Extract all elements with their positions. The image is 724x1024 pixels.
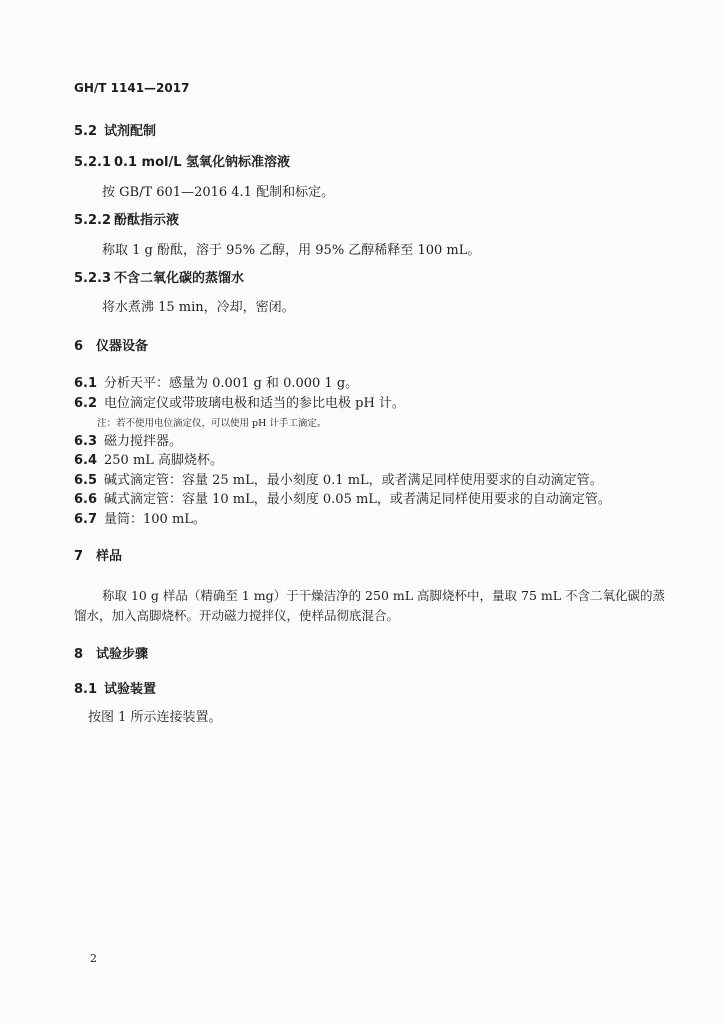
section-number: 7 xyxy=(74,549,84,564)
item-6-2 xyxy=(74,396,405,412)
section-number: 6 xyxy=(74,339,84,354)
section-8-1-text: 按图 1 所示连接装置。 xyxy=(88,710,222,725)
section-number: 8.1 xyxy=(74,682,98,697)
item-number: 6.3 xyxy=(74,434,98,449)
section-number: 8 xyxy=(74,647,84,662)
section-8-1-heading xyxy=(74,682,156,698)
item-text: 量筒：100 mL。 xyxy=(104,512,206,527)
section-title: 仪器设备 xyxy=(96,339,149,354)
item-6-5 xyxy=(74,473,603,489)
section-5-2-2-heading xyxy=(74,213,179,229)
section-number: 5.2 xyxy=(74,124,98,139)
section-5-2-3-text: 将水煮沸 15 min，冷却，密闭。 xyxy=(102,300,295,315)
item-text: 电位滴定仪或带玻璃电极和适当的参比电极 pH 计。 xyxy=(104,396,405,411)
section-title: 不含二氧化碳的蒸馏水 xyxy=(114,271,245,286)
section-title: 酚酞指示液 xyxy=(114,213,180,228)
section-number: 5.2.2 xyxy=(74,213,112,228)
item-6-3 xyxy=(74,434,182,450)
item-number: 6.4 xyxy=(74,453,98,468)
section-5-2-1-text: 按 GB/T 601—2016 4.1 配制和标定。 xyxy=(102,185,335,200)
section-number: 5.2.1 xyxy=(74,155,112,170)
item-6-7 xyxy=(74,512,206,528)
standard-code: GH/T 1141—2017 xyxy=(74,81,190,95)
item-6-1 xyxy=(74,376,358,392)
section-title: 试剂配制 xyxy=(104,124,157,139)
section-7-text-line-2: 馏水，加入高脚烧杯。开动磁力搅拌仪，使样品彻底混合。 xyxy=(74,608,400,623)
section-5-2-2-text: 称取 1 g 酚酞，溶于 95% 乙醇，用 95% 乙醇稀释至 100 mL。 xyxy=(102,243,481,258)
item-6-4 xyxy=(74,453,223,469)
section-number: 5.2.3 xyxy=(74,271,112,286)
page-number: 2 xyxy=(90,952,97,965)
section-8-heading xyxy=(74,647,148,663)
section-5-2-3-heading xyxy=(74,271,244,287)
section-title: 试验装置 xyxy=(104,682,157,697)
section-7-heading xyxy=(74,549,122,565)
item-text: 碱式滴定管：容量 10 mL，最小刻度 0.05 mL，或者满足同样使用要求的自动滴定管。 xyxy=(104,492,611,507)
section-5-2-heading xyxy=(74,124,156,140)
section-6-heading xyxy=(74,339,148,355)
item-number: 6.7 xyxy=(74,512,98,527)
item-number: 6.1 xyxy=(74,376,98,391)
item-text: 碱式滴定管：容量 25 mL，最小刻度 0.1 mL，或者满足同样使用要求的自动滴定管。 xyxy=(104,473,603,488)
section-title: 0.1 mol/L 氢氧化钠标准溶液 xyxy=(114,155,291,170)
note-6-2: 注：若不使用电位滴定仪，可以使用 pH 计手工滴定。 xyxy=(97,418,327,429)
item-text: 磁力搅拌器。 xyxy=(104,434,183,449)
item-text: 250 mL 高脚烧杯。 xyxy=(104,453,224,468)
section-7-text-line-1: 称取 10 g 样品（精确至 1 mg）于干燥洁净的 250 mL 高脚烧杯中，量取 75 mL 不含二氧化碳的蒸 xyxy=(102,588,665,603)
item-number: 6.6 xyxy=(74,492,98,507)
item-text: 分析天平：感量为 0.001 g 和 0.000 1 g。 xyxy=(104,376,359,391)
section-title: 样品 xyxy=(96,549,123,564)
item-number: 6.2 xyxy=(74,396,98,411)
item-6-6 xyxy=(74,492,611,508)
item-number: 6.5 xyxy=(74,473,98,488)
section-5-2-1-heading xyxy=(74,155,290,171)
section-title: 试验步骤 xyxy=(96,647,149,662)
